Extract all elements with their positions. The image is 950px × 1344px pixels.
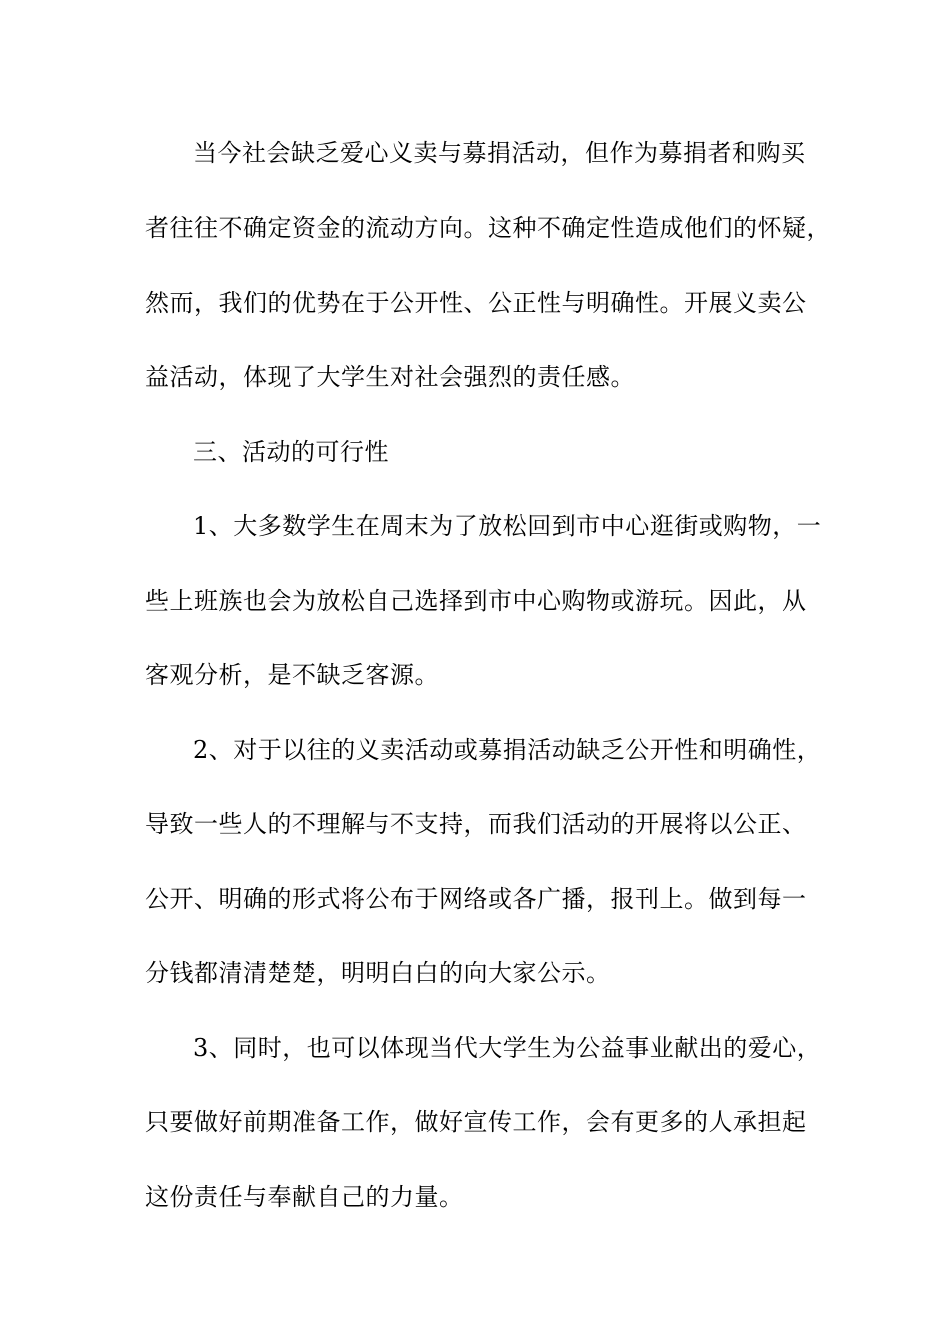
paragraph-4-line-4: 分钱都清清楚楚，明明白白的向大家公示。 [145, 959, 611, 987]
paragraph-1-line-4: 益活动，体现了大学生对社会强烈的责任感。 [145, 363, 635, 391]
paragraph-3-line-3: 客观分析，是不缺乏客源。 [145, 661, 439, 689]
paragraph-4-line-1: 2、对于以往的义卖活动或募捐活动缺乏公开性和明确性， [193, 736, 822, 764]
section-heading: 三、活动的可行性 [193, 438, 389, 466]
paragraph-3-line-2: 些上班族也会为放松自己选择到市中心购物或游玩。因此，从 [145, 587, 807, 615]
paragraph-3-line-1: 1、大多数学生在周末为了放松回到市中心逛街或购物，一 [193, 512, 822, 540]
paragraph-5-line-3: 这份责任与奉献自己的力量。 [145, 1183, 464, 1211]
paragraph-4-line-2: 导致一些人的不理解与不支持，而我们活动的开展将以公正、 [145, 810, 807, 838]
paragraph-1-line-3: 然而，我们的优势在于公开性、公正性与明确性。开展义卖公 [145, 289, 807, 317]
paragraph-5-line-2: 只要做好前期准备工作，做好宣传工作，会有更多的人承担起 [145, 1108, 807, 1136]
paragraph-5-line-1: 3、同时，也可以体现当代大学生为公益事业献出的爱心， [193, 1034, 822, 1062]
paragraph-1-line-1: 当今社会缺乏爱心义卖与募捐活动，但作为募捐者和购买 [193, 139, 806, 167]
paragraph-4-line-3: 公开、明确的形式将公布于网络或各广播，报刊上。做到每一 [145, 885, 807, 913]
paragraph-1-line-2: 者往往不确定资金的流动方向。这种不确定性造成他们的怀疑， [145, 214, 831, 242]
